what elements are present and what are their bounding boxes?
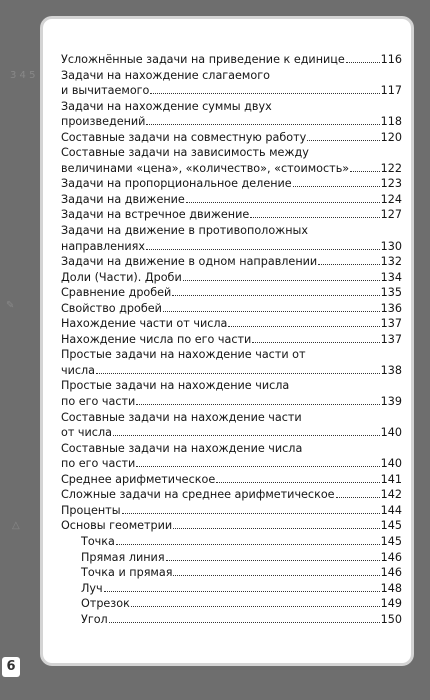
background-decoration: ✎ (6, 300, 15, 311)
dot-leader (318, 264, 379, 265)
toc-entry-title: Нахождение части от числа (61, 317, 228, 331)
dot-leader (252, 342, 379, 343)
dot-leader (186, 202, 380, 203)
toc-entry-title: Составные задачи на зависимость между (61, 146, 309, 160)
dot-leader (173, 575, 379, 576)
toc-entry-page: 130 (380, 239, 402, 253)
toc-entry-title: Сравнение дробей (61, 286, 172, 300)
page-number: 6 (2, 657, 20, 677)
toc-entry-title: Задачи на нахождение суммы двух (61, 99, 272, 113)
dot-leader (228, 326, 379, 327)
toc-entry (61, 378, 402, 394)
toc-entry-title: Свойство дробей (61, 301, 162, 315)
dot-leader (173, 528, 379, 529)
dot-leader (183, 280, 380, 281)
toc-entry-page: 118 (380, 115, 402, 129)
background-decoration: △ (12, 520, 20, 531)
toc-entry (61, 332, 402, 348)
toc-entry (61, 316, 402, 332)
toc-entry (61, 441, 402, 457)
toc-entry (61, 161, 402, 177)
toc-entry (61, 456, 402, 472)
toc-entry-page: 138 (380, 363, 402, 377)
toc-entry-title: Задачи на нахождение слагаемого (61, 68, 270, 82)
toc-entry (61, 223, 402, 239)
toc-entry-title: Составные задачи на нахождение числа (61, 441, 303, 455)
dot-leader (346, 62, 380, 63)
toc-entry-title: Среднее арифметическое (61, 472, 216, 486)
toc-entry (61, 581, 402, 597)
toc-entry (61, 52, 402, 68)
dot-leader (172, 295, 379, 296)
dot-leader (146, 249, 380, 250)
toc-entry (61, 270, 402, 286)
toc-entry (61, 114, 402, 130)
toc-entry (61, 68, 402, 84)
toc-entry (61, 301, 402, 317)
toc-entry-title: произведений (61, 115, 146, 129)
toc-entry (61, 285, 402, 301)
toc-entry (61, 83, 402, 99)
toc-entry (61, 130, 402, 146)
dot-leader (136, 404, 379, 405)
toc-entry (61, 487, 402, 503)
toc-entry-title: Точка и прямая (81, 566, 173, 580)
toc-entry-title: Составные задачи на нахождение части (61, 410, 302, 424)
toc-entry-title: Простые задачи на нахождение части от (61, 348, 306, 362)
toc-entry (61, 472, 402, 488)
dot-leader (131, 606, 380, 607)
dot-leader (113, 435, 380, 436)
toc-entry-page: 145 (380, 519, 402, 533)
toc-entry (61, 145, 402, 161)
dot-leader (109, 622, 380, 623)
toc-entry-title: и вычитаемого (61, 84, 150, 98)
dot-leader (336, 497, 380, 498)
dot-leader (104, 591, 380, 592)
toc-entry-title: по его части (61, 395, 136, 409)
toc-entry-title: Задачи на пропорциональное деление (61, 177, 292, 191)
toc-entry-page: 120 (380, 130, 402, 144)
toc-entry-title: Задачи на движение в противоположных (61, 224, 309, 238)
toc-entry-title: от числа (61, 426, 112, 440)
dot-leader (122, 513, 380, 514)
toc-entry-page: 139 (380, 395, 402, 409)
toc-entry-title: Простые задачи на нахождение числа (61, 379, 290, 393)
toc-entry-page: 137 (380, 317, 402, 331)
toc-entry (61, 550, 402, 566)
toc-entry (61, 410, 402, 426)
toc-entry-page: 146 (380, 566, 402, 580)
toc-entry (61, 394, 402, 410)
toc-entry (61, 207, 402, 223)
toc-entry-page: 137 (380, 332, 402, 346)
dot-leader (150, 93, 379, 94)
toc-entry-page: 140 (380, 426, 402, 440)
toc-entry-page: 134 (380, 270, 402, 284)
toc-entry-page: 150 (380, 612, 402, 626)
toc-entry-page: 135 (380, 286, 402, 300)
toc-entry (61, 176, 402, 192)
toc-entry-title: величинами «цена», «количество», «стоимость» (61, 161, 350, 175)
toc-entry-title: Прямая линия (81, 550, 165, 564)
toc-entry-page: 144 (380, 503, 402, 517)
dot-leader (293, 186, 380, 187)
toc-entry (61, 192, 402, 208)
toc-entry-page: 127 (380, 208, 402, 222)
dot-leader (96, 373, 380, 374)
toc-entry-page: 117 (380, 84, 402, 98)
dot-leader (166, 560, 380, 561)
toc-entry (61, 518, 402, 534)
toc-entry (61, 565, 402, 581)
toc-entry-title: Усложнённые задачи на приведение к единице (61, 53, 345, 66)
dot-leader (250, 217, 379, 218)
toc-entry (61, 503, 402, 519)
toc-entry-title: Сложные задачи на среднее арифметическое (61, 488, 335, 502)
toc-entry-title: Проценты (61, 503, 121, 517)
toc-entry-page: 124 (380, 192, 402, 206)
toc-entry-title: Отрезок (81, 597, 130, 611)
toc-entry (61, 596, 402, 612)
toc-entry-page: 123 (380, 177, 402, 191)
dot-leader (350, 171, 380, 172)
dot-leader (136, 466, 379, 467)
toc-entry-title: Задачи на движение в одном направлении (61, 255, 318, 269)
toc-entry-page: 116 (380, 53, 402, 66)
background-decoration: 3 4 5 (10, 70, 36, 81)
toc-entry-page: 141 (380, 472, 402, 486)
toc-entry-page: 145 (380, 534, 402, 548)
toc-entry-page: 149 (380, 597, 402, 611)
toc-entry-page: 122 (380, 161, 402, 175)
toc-panel (40, 16, 414, 666)
dot-leader (163, 311, 380, 312)
toc-entry-title: Задачи на встречное движение (61, 208, 250, 222)
toc-entry (61, 425, 402, 441)
toc-entry-title: Основы геометрии (61, 519, 173, 533)
toc-entry (61, 239, 402, 255)
toc-entry-page: 146 (380, 550, 402, 564)
toc-entry (61, 254, 402, 270)
dot-leader (216, 482, 379, 483)
table-of-contents (61, 52, 402, 627)
toc-entry (61, 534, 402, 550)
toc-entry-page: 148 (380, 581, 402, 595)
dot-leader (116, 544, 380, 545)
toc-entry-page: 142 (380, 488, 402, 502)
toc-entry (61, 347, 402, 363)
toc-entry-title: направлениях (61, 239, 146, 253)
toc-entry-page: 132 (380, 255, 402, 269)
toc-entry-title: Нахождение числа по его части (61, 332, 252, 346)
toc-entry-title: Угол (81, 612, 108, 626)
toc-entry-page: 136 (380, 301, 402, 315)
toc-entry-title: числа (61, 363, 96, 377)
toc-entry (61, 99, 402, 115)
toc-entry (61, 612, 402, 628)
toc-entry (61, 363, 402, 379)
toc-entry-title: Задачи на движение (61, 192, 185, 206)
toc-entry-title: Точка (81, 534, 115, 548)
toc-entry-title: по его части (61, 457, 136, 471)
toc-entry-title: Доли (Части). Дроби (61, 270, 182, 284)
toc-entry-title: Составные задачи на совместную работу (61, 130, 307, 144)
toc-entry-title: Луч (81, 581, 103, 595)
dot-leader (146, 124, 379, 125)
toc-entry-page: 140 (380, 457, 402, 471)
dot-leader (307, 140, 379, 141)
